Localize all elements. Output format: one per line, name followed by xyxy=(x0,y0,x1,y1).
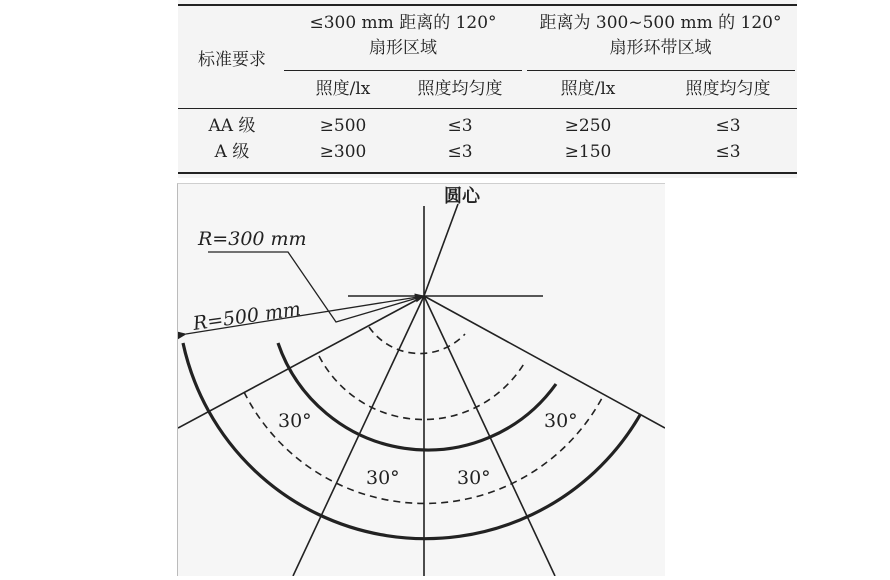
row-a-g1-uniformity: ≤3 xyxy=(447,142,473,162)
sector-diagram xyxy=(177,183,665,576)
r500-label: R=500 mm xyxy=(191,298,303,335)
center-label: 圆心 xyxy=(444,186,480,207)
header-row-label: 标准要求 xyxy=(198,50,266,70)
angle-label-right: 30° xyxy=(544,410,578,432)
table-group2-underline xyxy=(527,70,795,71)
subheader-g2-illuminance: 照度/lx xyxy=(560,79,616,99)
center-pointer xyxy=(424,204,458,296)
header-group1-line1: ≤300 mm 距离的 120° xyxy=(309,13,497,33)
table-header-rule xyxy=(178,108,797,109)
row-a-g1-illuminance: ≥300 xyxy=(319,142,367,162)
dashed-arc-mid xyxy=(319,356,525,420)
row-a-g2-uniformity: ≤3 xyxy=(715,142,741,162)
row-aa-g2-illuminance: ≥250 xyxy=(564,116,612,136)
row-aa-g2-uniformity: ≤3 xyxy=(715,116,741,136)
table-bottom-rule xyxy=(178,172,797,174)
dashed-arc-outer xyxy=(244,392,602,503)
r300-label: R=300 mm xyxy=(198,228,307,250)
row-aa-g1-illuminance: ≥500 xyxy=(319,116,367,136)
subheader-g1-uniformity: 照度均匀度 xyxy=(417,79,503,99)
row-aa-g1-uniformity: ≤3 xyxy=(447,116,473,136)
table-top-rule xyxy=(178,4,797,6)
requirements-table xyxy=(178,0,797,178)
angle-label-left: 30° xyxy=(278,410,312,432)
angle-label-bottom-left: 30° xyxy=(366,467,400,489)
header-group2-line2: 扇形环带区域 xyxy=(609,38,712,58)
header-group2-line1: 距离为 300~500 mm 的 120° xyxy=(539,13,782,33)
sector-diagram-svg xyxy=(178,184,665,576)
row-a-level: A 级 xyxy=(214,142,250,162)
row-aa-level: AA 级 xyxy=(208,116,256,136)
subheader-g2-uniformity: 照度均匀度 xyxy=(685,79,771,99)
angle-label-bottom-right: 30° xyxy=(457,467,491,489)
arc-r300 xyxy=(278,343,556,450)
row-a-g2-illuminance: ≥150 xyxy=(564,142,612,162)
dashed-arc-inner xyxy=(369,327,465,354)
right-boundary-ray xyxy=(424,296,665,428)
subheader-g1-illuminance: 照度/lx xyxy=(315,79,371,99)
table-group1-underline xyxy=(284,70,522,71)
header-group1-line2: 扇形区域 xyxy=(369,38,437,58)
